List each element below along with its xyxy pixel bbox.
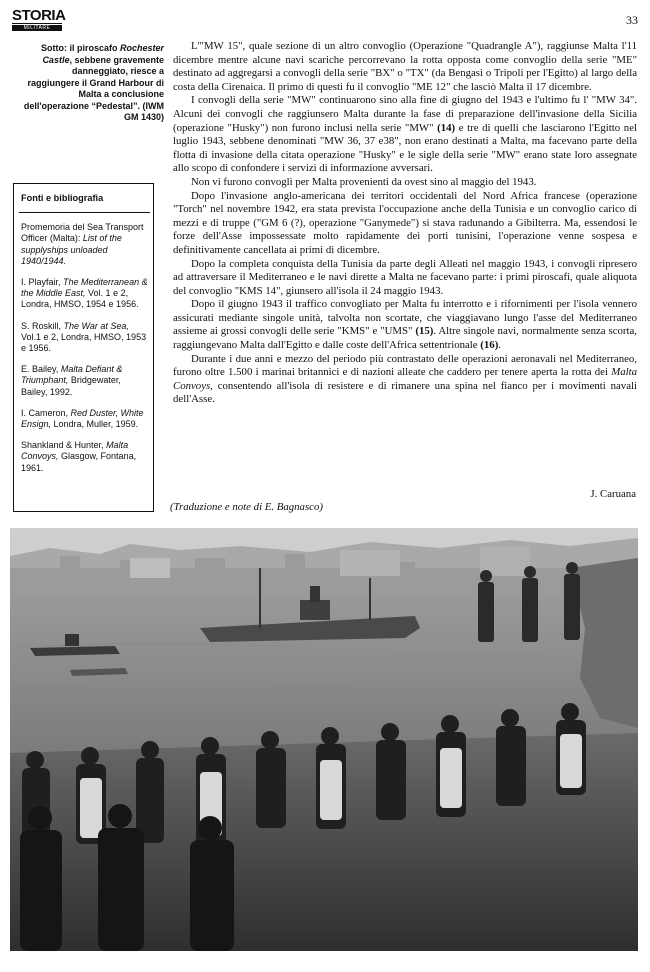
harbour-photograph: [10, 528, 638, 951]
paragraph: Durante i due anni e mezzo del periodo più contrastato delle operazioni aeronavali nel Mediterraneo, furono oltre 1.500 i marinai britannici e di nazioni alleate che caddero per tenere aperta la rotta dei Malta Convoys, consentendo all'isola di resistere e di rimanere una spina nel fianco per i movimenti navali dell'Asse.: [173, 352, 637, 406]
bibliography-entry: I. Playfair, The Mediterranean & the Middle East, Vol. 1 e 2, Londra, HMSO, 1954 e 1956.: [21, 277, 148, 310]
logo-subtitle: MILITARE: [12, 25, 62, 31]
bibliography-title: Fonti e bibliografia: [19, 193, 150, 213]
photo-caption: Sotto: il piroscafo Rochester Castle, sebbene gravemente danneggiato, riesce a raggiungere il Grand Harbour di Malta a conclusione dell'operazione “Pedestal”. (IWM GM 1430): [23, 43, 164, 122]
logo-title: STORIA: [12, 7, 66, 24]
magazine-logo: [12, 7, 66, 31]
article-body: [173, 40, 637, 407]
translation-credit: (Traduzione e note di E. Bagnasco): [170, 501, 323, 513]
author-signature: J. Caruana: [590, 488, 636, 500]
paragraph: L'"MW 15", quale sezione di un altro convoglio (Operazione "Quadrangle A"), raggiunse Malta l'11 dicembre mentre alcune navi scariche percorrevano la rotta opposta come convoglio della serie "ME" destinato ad aggregarsi a convogli della serie "BX" o "TX" (da Bengasi o Tripoli per l'Egitto) al largo della costa della Cirenaica. Il primo di questi fu il convoglio "ME 12" che lasciò Malta il 17 dicembre.: [173, 40, 637, 93]
paragraph: I convogli della serie "MW" continuarono sino alla fine di giugno del 1943 e l'ultimo fu l' "MW 34". Alcuni dei convogli che raggiunsero Malta durante la fase di preparazione dell'invasione della Sicilia (operazione "Husky") non furono inclusi nella serie "MW" (14) e tre di quelli che lasciarono l'Egitto nel luglio 1943, sebbene denominati "MW 36, 37 e38", non erano destinati a Malta, ma facevano parte della flotta di invasione della citata operazione "Husky" e le sigle della serie "MW" erano state loro assegnate allo scopo di confondere i servizi di informazione avversari.: [173, 94, 637, 175]
bibliography-entry: Promemoria del Sea Transport Officer (Malta): List of the supplyships unloaded 1940/1944.: [21, 222, 144, 266]
photo-illustration: [10, 528, 638, 951]
bibliography-entry: E. Bailey, Malta Defiant & Triumphant, Bridgewater, Bailey, 1992.: [21, 364, 123, 397]
page-number: 33: [626, 13, 638, 27]
bibliography-box: [13, 183, 154, 512]
paragraph: Non vi furono convogli per Malta provenienti da ovest sino al maggio del 1943.: [191, 175, 537, 188]
bibliography-entry: Shankland & Hunter, Malta Convoys, Glasgow, Fontana, 1961.: [21, 440, 137, 473]
paragraph: Dopo il giugno 1943 il traffico convogliato per Malta fu interrotto e i rifornimenti per l'isola vennero assicurati mediante singole unità, talvolta non scortate, che viaggiavano lungo l'asse del Mediterraneo assieme ai grossi convogli delle serie "KMS" e "UMS" (15). Altre singole navi, normalmente senza scorta, raggiungevano Malta dall'Egitto e dalle coste dell'Africa settentrionale (16).: [173, 298, 637, 352]
bibliography-entry: I. Cameron, Red Duster, White Ensign, Londra, Muller, 1959.: [21, 407, 144, 430]
paragraph: Dopo la completa conquista della Tunisia da parte degli Alleati nel maggio 1943, i convogli ripresero ad attraversare il Mediterraneo e le navi dirette a Malta ne facevano parte: i primi piroscafi, quale aliquota del convoglio "KMS 14", giunsero all'isola il 24 maggio 1943.: [173, 257, 637, 297]
paragraph: Dopo l'invasione anglo-americana dei territori occidentali del Nord Africa francese (operazione "Torch" nel novembre 1942, era stata prevista l'occupazione anche della Tunisia e un convoglio carico di mezzi e di truppe ("GM 6 (?), operazione "Ganymede") si stava radunando a Gibilterra. Ma, essendosi le forze dell'Asse impossessate molto rapidamente dei porti tunisini, l'operazione venne sospesa e definitivamente cancellata ai primi di dicembre.: [173, 189, 637, 256]
bibliography-entry: S. Roskill, The War at Sea, Vol.1 e 2, Londra, HMSO, 1953 e 1956.: [21, 320, 147, 354]
